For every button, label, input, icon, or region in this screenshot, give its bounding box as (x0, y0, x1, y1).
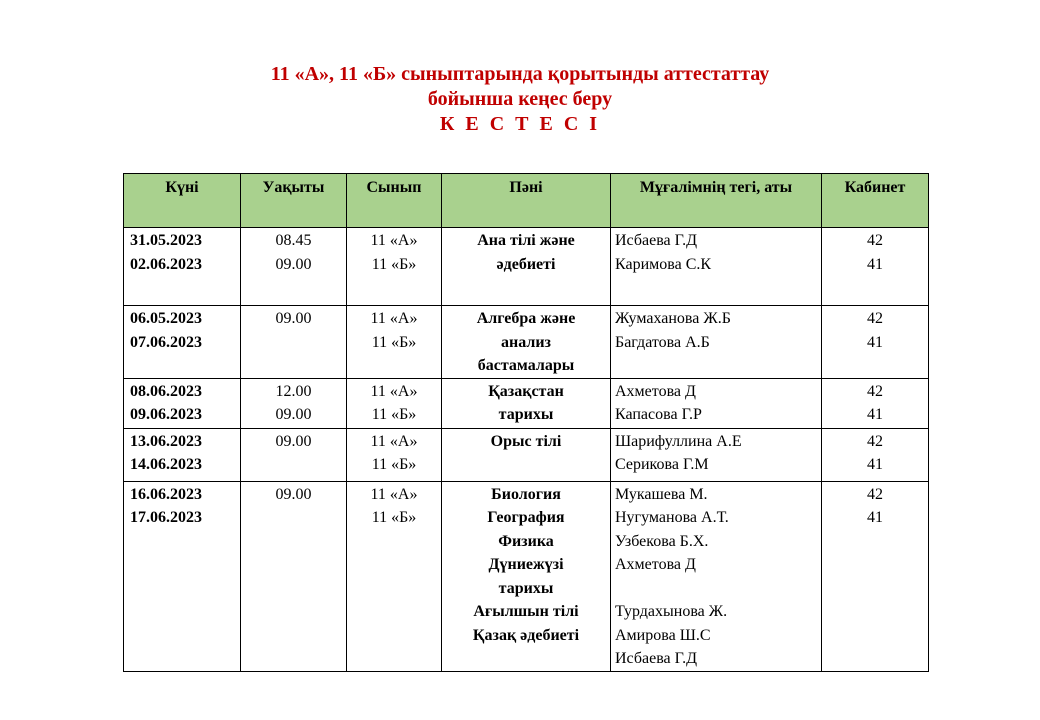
table-row (124, 228, 929, 306)
teacher-line: Исбаева Г.Д (615, 650, 697, 667)
date-line: 06.05.2023 (130, 310, 202, 327)
subject-line: Физика (498, 532, 554, 550)
cell-date (124, 428, 241, 481)
cell-class (347, 428, 442, 481)
subject-line: Орыс тілі (490, 432, 562, 450)
cell-subject (442, 378, 611, 428)
date-line: 14.06.2023 (130, 456, 202, 473)
title-line-1: 11 «А», 11 «Б» сыныптарында қорытынды аттестаттау (270, 63, 770, 85)
table-row (124, 306, 929, 379)
time-line: 09.00 (275, 432, 312, 450)
cabinet-line: 41 (867, 333, 883, 351)
teacher-line: Каримова С.К (615, 255, 712, 273)
cell-date (124, 228, 241, 306)
class-line: 11 «Б» (371, 509, 417, 526)
time-line: 08.45 (275, 232, 312, 249)
cell-teacher (611, 378, 822, 428)
subject-line: әдебиеті (496, 255, 556, 273)
subject-line: Биология (491, 485, 561, 503)
cell-subject (442, 306, 611, 379)
cell-date (124, 378, 241, 428)
date-line: 07.06.2023 (130, 333, 202, 351)
cell-cabinet (822, 378, 929, 428)
cabinet-line: 41 (867, 406, 883, 423)
cell-cabinet (822, 481, 929, 671)
cell-class (347, 481, 442, 671)
cell-time (241, 428, 347, 481)
cabinet-line: 41 (867, 255, 883, 273)
teacher-line: Ахметова Д (615, 382, 696, 400)
cabinet-line: 42 (867, 310, 883, 327)
date-line: 17.06.2023 (130, 509, 202, 526)
teacher-line: Турдахынова Ж. (615, 603, 728, 620)
time-line: 09.00 (275, 406, 312, 423)
class-line: 11 «Б» (371, 333, 417, 351)
date-line: 31.05.2023 (130, 232, 202, 249)
header-teacher: Мұғалімнің тегі, аты (611, 174, 822, 228)
subject-line: Ағылшын тілі (473, 603, 579, 620)
class-line: 11 «А» (370, 485, 418, 503)
cell-teacher (611, 306, 822, 379)
teacher-line: Капасова Г.Р (615, 406, 702, 423)
title-line-2: бойынша кеңес беру (427, 88, 613, 110)
time-line: 12.00 (275, 382, 312, 400)
cell-teacher (611, 481, 822, 671)
date-line: 13.06.2023 (130, 432, 202, 450)
teacher-line: Ахметова Д (615, 556, 696, 573)
subject-line: Алгебра және (476, 310, 576, 327)
table-row (124, 481, 929, 671)
header-class: Сынып (347, 174, 442, 228)
date-line: 09.06.2023 (130, 406, 202, 423)
date-line: 02.06.2023 (130, 255, 202, 273)
cell-teacher (611, 228, 822, 306)
cell-date (124, 306, 241, 379)
header-cabinet: Кабинет (822, 174, 929, 228)
title-line-3: К Е С Т Е С І (439, 113, 601, 135)
cabinet-line: 42 (867, 432, 883, 450)
cabinet-line: 41 (867, 456, 883, 473)
subject-line: Қазақ әдебиеті (472, 626, 580, 644)
subject-line: тарихы (498, 406, 554, 423)
teacher-line: Багдатова А.Б (615, 333, 710, 351)
teacher-line-blank (615, 577, 821, 601)
teacher-line: Нугуманова А.Т. (615, 509, 729, 526)
cell-class (347, 378, 442, 428)
cell-class (347, 306, 442, 379)
teacher-line: Мукашева М. (615, 485, 708, 503)
cabinet-line: 42 (867, 382, 883, 400)
header-time: Уақыты (241, 174, 347, 228)
cell-subject (442, 481, 611, 671)
time-line: 09.00 (275, 310, 312, 327)
subject-line: анализ (501, 333, 551, 351)
teacher-line: Шарифуллина А.Е (615, 432, 742, 450)
class-line: 11 «А» (370, 232, 418, 249)
cabinet-line: 42 (867, 232, 883, 249)
subject-line: Дүниежүзі (488, 556, 564, 573)
consultation-schedule-table (123, 173, 929, 672)
cabinet-line: 41 (867, 509, 883, 526)
cell-teacher (611, 428, 822, 481)
time-line: 09.00 (275, 255, 312, 273)
subject-line: Ана тілі және (477, 232, 575, 249)
class-line: 11 «А» (370, 382, 418, 400)
cabinet-line: 42 (867, 485, 883, 503)
cell-date (124, 481, 241, 671)
cell-time (241, 481, 347, 671)
table-row (124, 378, 929, 428)
cell-cabinet (822, 306, 929, 379)
cell-cabinet (822, 428, 929, 481)
cell-cabinet (822, 228, 929, 306)
subject-line: Қазақстан (488, 382, 564, 400)
cell-class (347, 228, 442, 306)
subject-line: тарихы (498, 579, 554, 597)
cell-time (241, 306, 347, 379)
cell-subject (442, 228, 611, 306)
cell-time (241, 228, 347, 306)
table-row (124, 428, 929, 481)
teacher-line: Жумаханова Ж.Б (615, 310, 731, 327)
class-line: 11 «Б» (371, 456, 417, 473)
subject-line: бастамалары (477, 357, 575, 374)
teacher-line: Серикова Г.М (615, 456, 709, 473)
teacher-line: Узбекова Б.Х. (615, 532, 709, 550)
date-line: 16.06.2023 (130, 485, 202, 503)
subject-line: География (487, 509, 565, 526)
header-date: Күні (124, 174, 241, 228)
class-line: 11 «А» (370, 310, 418, 327)
header-subject: Пәні (442, 174, 611, 228)
class-line: 11 «Б» (371, 406, 417, 423)
teacher-line: Исбаева Г.Д (615, 232, 697, 249)
class-line: 11 «Б» (371, 255, 417, 273)
date-line: 08.06.2023 (130, 382, 202, 400)
cell-subject (442, 428, 611, 481)
time-line: 09.00 (275, 485, 312, 503)
table-header-row (124, 174, 929, 228)
class-line: 11 «А» (370, 432, 418, 450)
document-title (0, 62, 1040, 137)
teacher-line: Амирова Ш.С (615, 626, 711, 644)
cell-time (241, 378, 347, 428)
